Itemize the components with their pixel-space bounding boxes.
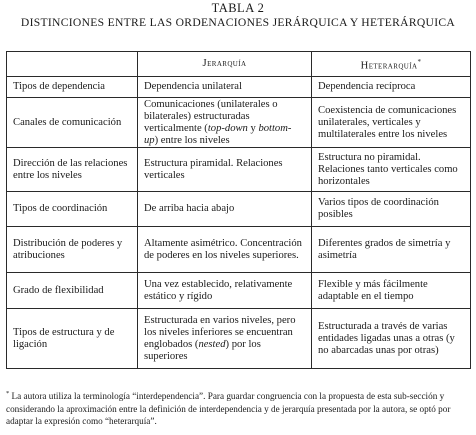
table-row (7, 309, 471, 369)
table-row (7, 77, 471, 98)
header-row (7, 52, 471, 77)
header-jerarquia (138, 52, 312, 77)
table-number: TABLA 2 (211, 1, 265, 15)
heterarquia-cell: Diferentes grados de simetría y asimetría (312, 227, 471, 273)
heterarquia-cell: Flexible y más fácilmente adaptable en el tiempo (312, 273, 471, 309)
cell-text: Comunicaciones (unilaterales o bilaterales) estructuradas verticalmente ( (144, 98, 278, 134)
table-row (7, 192, 471, 227)
jerarquia-cell (138, 309, 312, 369)
row-label: Canales de comunicación (7, 98, 138, 148)
footnote-text: La autora utiliza la terminología “interdependencia”. Para guardar congruencia con la propuesta de esta sub-sección y considerando la aproximación entre la definición de interdependencia y de jerarquía presentada por la autora, se optó por adaptar la expresión como “heterarquía”. (6, 391, 451, 427)
header-heterarquia (312, 52, 471, 77)
jerarquia-cell: Dependencia unilateral (138, 77, 312, 98)
header-blank-cell (7, 52, 138, 77)
table-row (7, 98, 471, 148)
cell-text: ) entre los niveles (154, 134, 230, 146)
cell-text: y (247, 122, 259, 134)
footnote (6, 388, 472, 428)
row-label: Grado de flexibilidad (7, 273, 138, 309)
jerarquia-cell (138, 98, 312, 148)
table-row (7, 273, 471, 309)
header-heterarquia-label: Heterarquía (360, 60, 418, 72)
cell-italic-term: top-down (207, 122, 248, 134)
cell-italic-term: nested (198, 338, 226, 350)
table-row (7, 148, 471, 192)
jerarquia-cell: De arriba hacia abajo (138, 192, 312, 227)
cell-text: Estructurada en varios niveles, pero los niveles inferiores se encuentran englobados ( (144, 314, 296, 350)
header-jerarquia-label: Jerarquía (202, 58, 247, 69)
heterarquia-cell: Dependencia recíproca (312, 77, 471, 98)
row-label: Distribución de poderes y atribuciones (7, 227, 138, 273)
row-label: Tipos de coordinación (7, 192, 138, 227)
comparison-table (6, 51, 471, 369)
table-title: DISTINCIONES ENTRE LAS ORDENACIONES JERÁRQUICA Y HETERÁRQUICA (20, 16, 456, 29)
jerarquia-cell: Altamente asimétrico. Concentración de poderes en los niveles superiores. (138, 227, 312, 273)
heterarquia-cell: Estructura no piramidal. Relaciones tanto verticales como horizontales (312, 148, 471, 192)
heterarquia-cell: Varios tipos de coordinación posibles (312, 192, 471, 227)
heterarquia-cell: Coexistencia de comunicaciones unilaterales, verticales y multilaterales entre los niveles (312, 98, 471, 148)
jerarquia-cell: Estructura piramidal. Relaciones verticales (138, 148, 312, 192)
row-label: Tipos de dependencia (7, 77, 138, 98)
row-label: Tipos de estructura y de ligación (7, 309, 138, 369)
footnote-mark: * (6, 390, 10, 397)
cell-text: ) por los superiores (144, 338, 261, 362)
heterarquia-cell: Estructurada a través de varias entidades ligadas unas a otras (y no abarcadas unas por otras) (312, 309, 471, 369)
footnote-marker: * (417, 57, 422, 66)
row-label: Dirección de las relaciones entre los niveles (7, 148, 138, 192)
cell-italic-term: bottom-up (144, 122, 292, 146)
jerarquia-cell: Una vez establecido, relativamente estático y rígido (138, 273, 312, 309)
table-row (7, 227, 471, 273)
